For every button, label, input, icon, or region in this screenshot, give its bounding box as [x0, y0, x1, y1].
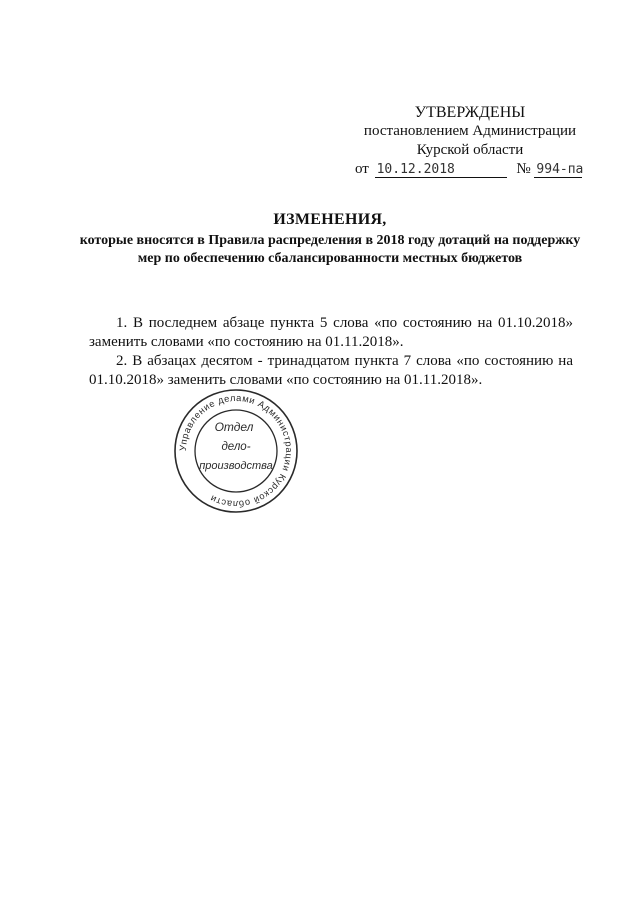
- body-item-2: 2. В абзацах десятом - тринадцатом пункта 7 слова «по состоянию на 01.10.2018» заменить словами «по состоянию на 01.11.2018».: [89, 353, 573, 388]
- date-prefix: от: [355, 161, 369, 177]
- stamp-ring-text: Управление делами Администрации Курской области: [177, 392, 295, 510]
- document-heading: [70, 210, 590, 268]
- heading-subtitle: которые вносятся в Правила распределения в 2018 году дотаций на поддержку мер по обеспечению сбалансированности местных бюджетов: [79, 233, 581, 266]
- approval-block: [355, 103, 585, 179]
- document-body: [89, 314, 573, 390]
- number-field: 994-па: [536, 162, 584, 177]
- approval-line-1: постановлением Администрации: [363, 123, 577, 139]
- stamp-center-3: производства: [199, 460, 273, 472]
- approval-title: УТВЕРЖДЕНЫ: [414, 104, 526, 121]
- date-field: 10.12.2018: [375, 162, 507, 178]
- stamp-center-1: Отдел: [214, 420, 254, 434]
- approval-line-2: Курской области: [416, 142, 524, 158]
- number-prefix: №: [516, 161, 531, 177]
- stamp-center-2: дело-: [221, 441, 251, 453]
- body-item-1: 1. В последнем абзаце пункта 5 слова «по состоянию на 01.10.2018» заменить словами «по состоянию на 01.11.2018».: [89, 315, 573, 350]
- approval-date-number: [355, 160, 585, 179]
- heading-title: ИЗМЕНЕНИЯ,: [273, 211, 387, 228]
- official-stamp: [172, 387, 300, 515]
